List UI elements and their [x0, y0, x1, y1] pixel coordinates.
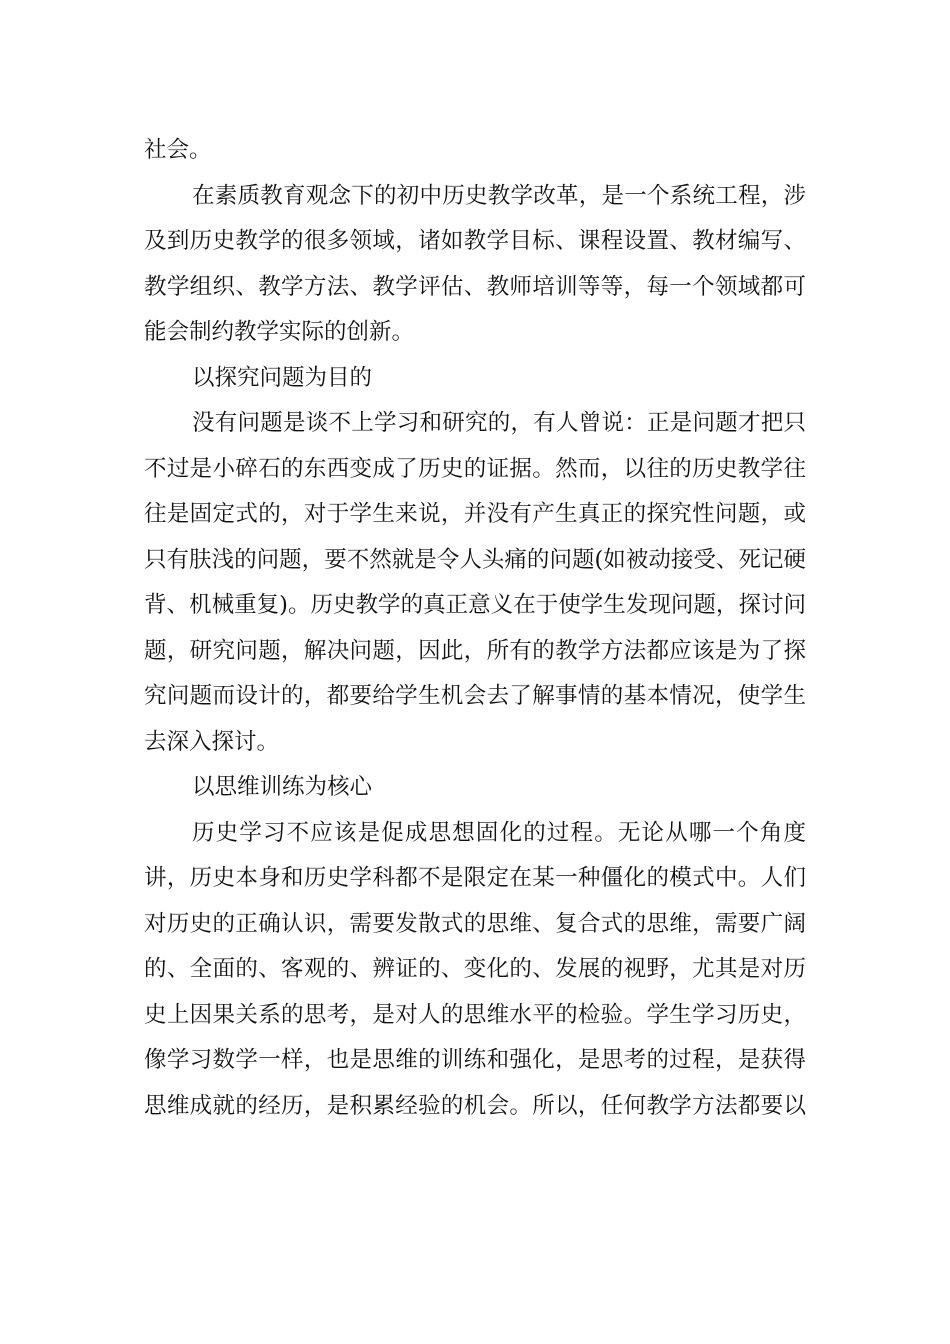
text-line: 讲，历史本身和历史学科都不是限定在某一种僵化的模式中。人们 [144, 865, 806, 891]
text-line: 究问题而设计的，都要给学生机会去了解事情的基本情况，使学生 [144, 683, 806, 709]
text-line: 的、全面的、客观的、辨证的、变化的、发展的视野，尤其是对历 [144, 956, 806, 982]
text-line: 教学组织、教学方法、教学评估、教师培训等等，每一个领域都可 [144, 273, 806, 300]
text-line: 历史学习不应该是促成思想固化的过程。无论从哪一个角度 [192, 819, 806, 846]
text-line: 不过是小碎石的东西变成了历史的证据。然而，以往的历史教学往 [144, 455, 806, 482]
text-line: 没有问题是谈不上学习和研究的，有人曾说：正是问题才把只 [192, 410, 806, 436]
text-line: 社会。 [144, 137, 212, 163]
section-heading: 以思维训练为核心 [192, 774, 373, 800]
text-line: 对历史的正确认识，需要发散式的思维、复合式的思维，需要广阔 [144, 910, 806, 937]
text-line: 像学习数学一样，也是思维的训练和强化，是思考的过程，是获得 [144, 1047, 806, 1073]
section-heading: 以探究问题为目的 [192, 364, 373, 391]
text-line: 背、机械重复)。历史教学的真正意义在于使学生发现问题，探讨问 [144, 592, 806, 618]
text-line: 及到历史教学的很多领域，诸如教学目标、课程设置、教材编写、 [144, 228, 806, 254]
document-page [144, 128, 806, 1129]
text-line: 能会制约教学实际的创新。 [144, 319, 415, 345]
text-line: 去深入探讨。 [144, 728, 280, 755]
text-line: 只有肤浅的问题，要不然就是令人头痛的问题(如被动接受、死记硬 [144, 546, 806, 573]
text-line: 题，研究问题，解决问题，因此，所有的教学方法都应该是为了探 [144, 637, 806, 664]
text-line: 史上因果关系的思考，是对人的思维水平的检验。学生学习历史， [144, 1001, 806, 1028]
text-line: 往是固定式的，对于学生来说，并没有产生真正的探究性问题，或 [144, 501, 806, 527]
text-line: 思维成就的经历，是积累经验的机会。所以，任何教学方法都要以 [144, 1092, 806, 1119]
text-line: 在素质教育观念下的初中历史教学改革，是一个系统工程，涉 [192, 182, 806, 209]
